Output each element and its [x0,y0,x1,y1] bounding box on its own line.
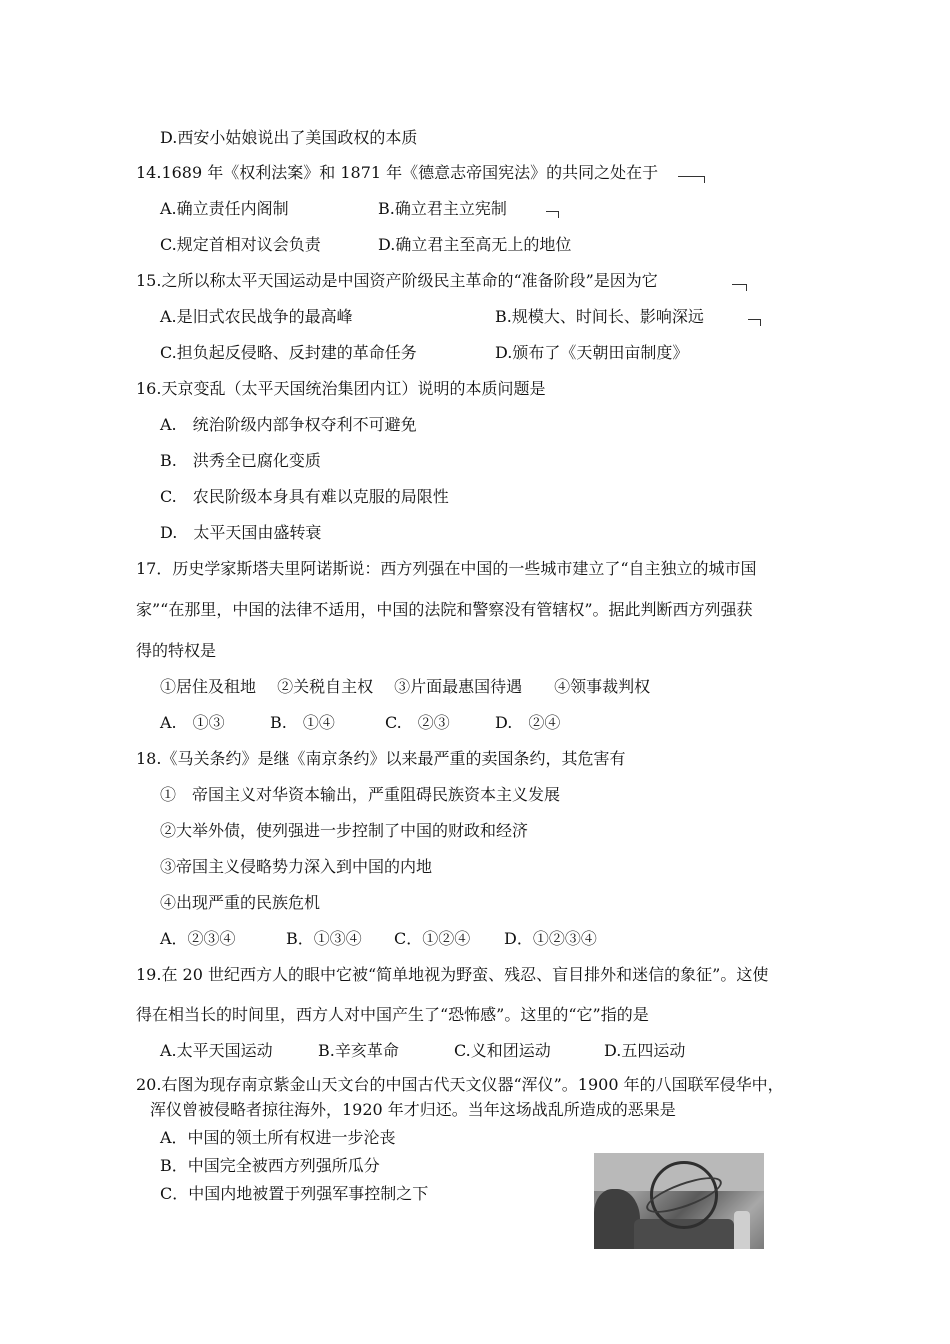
question-13-option-d: D.西安小姑娘说出了美国政权的本质 [160,128,418,147]
question-20-stem-line-2: 浑仪曾被侵略者掠往海外，1920 年才归还。当年这场战乱所造成的恶果是 [150,1100,676,1119]
question-19-option-a: A.太平天国运动 [160,1041,273,1060]
question-16-option-a: A. 统治阶级内部争权夺利不可避免 [160,415,417,434]
question-14-option-d: D.确立君主至高无上的地位 [378,235,572,254]
question-15-option-c: C.担负起反侵略、反封建的革命任务 [160,343,417,362]
question-17-stem-line-3: 得的特权是 [136,641,217,660]
question-18-item-3: ③帝国主义侵略势力深入到中国的内地 [160,857,433,876]
question-20-option-c: C．中国内地被置于列强军事控制之下 [160,1184,429,1203]
question-17-option-c: C. ②③ [385,713,450,732]
question-18-option-a: A．②③④ [160,929,236,948]
question-14-option-b: B.确立君主立宪制 [378,199,507,218]
question-18-item-1: ① 帝国主义对华资本输出，严重阻碍民族资本主义发展 [160,785,561,804]
question-17-option-d: D. ②④ [495,713,561,732]
armillary-sphere-photo [594,1153,764,1249]
question-19-option-c: C.义和团运动 [454,1041,551,1060]
question-17-items: ①居住及租地 ②关税自主权 ③片面最惠国待遇 ④领事裁判权 [160,677,651,696]
question-18-item-2: ②大举外债，使列强进一步控制了中国的财政和经济 [160,821,529,840]
question-15-option-b: B.规模大、时间长、影响深远 [495,307,704,326]
question-15-option-d: D.颁布了《天朝田亩制度》 [495,343,689,362]
answer-blank-mark [748,319,761,326]
question-16-option-b: B. 洪秀全已腐化变质 [160,451,321,470]
question-16-option-c: C. 农民阶级本身具有难以克服的局限性 [160,487,449,506]
question-20-stem-line-1: 20.右图为现存南京紫金山天文台的中国古代天文仪器“浑仪”。1900 年的八国联军侵华中， [136,1075,784,1094]
question-19-stem-line-2: 得在相当长的时间里，西方人对中国产生了“恐怖感”。这里的“它”指的是 [136,1005,649,1024]
question-19-stem-line-1: 19.在 20 世纪西方人的眼中它被“简单地视为野蛮、残忍、盲目排外和迷信的象征”。这使 [136,965,769,984]
question-17-stem-line-1: 17．历史学家斯塔夫里阿诺斯说：西方列强在中国的一些城市建立了“自主独立的城市国 [136,559,757,578]
answer-blank-mark [678,176,705,183]
question-19-option-d: D.五四运动 [604,1041,686,1060]
question-15-option-a: A.是旧式农民战争的最高峰 [160,307,353,326]
question-14-option-c: C.规定首相对议会负责 [160,235,321,254]
question-14-option-a: A.确立责任内阁制 [160,199,289,218]
question-16-stem: 16.天京变乱（太平天国统治集团内讧）说明的本质问题是 [136,379,546,398]
question-17-option-b: B. ①④ [270,713,335,732]
question-18-option-b: B．①③④ [286,929,362,948]
question-20-option-a: A．中国的领土所有权进一步沦丧 [160,1128,396,1147]
question-15-stem: 15.之所以称太平天国运动是中国资产阶级民主革命的“准备阶段”是因为它 [136,271,658,290]
question-20-option-b: B．中国完全被西方列强所瓜分 [160,1156,380,1175]
question-16-option-d: D. 太平天国由盛转衰 [160,523,322,542]
question-19-option-b: B.辛亥革命 [318,1041,399,1060]
question-17-stem-line-2: 家”“在那里，中国的法律不适用，中国的法院和警察没有管辖权”。据此判断西方列强获 [136,600,753,619]
question-17-option-a: A. ①③ [160,713,225,732]
question-18-option-c: C．①②④ [394,929,471,948]
question-14-stem: 14.1689 年《权利法案》和 1871 年《德意志帝国宪法》的共同之处在于 [136,163,659,182]
answer-blank-mark [732,284,747,291]
question-18-option-d: D．①②③④ [504,929,597,948]
question-18-item-4: ④出现严重的民族危机 [160,893,321,912]
answer-blank-mark [546,211,559,218]
question-18-stem: 18.《马关条约》是继《南京条约》以来最严重的卖国条约，其危害有 [136,749,626,768]
